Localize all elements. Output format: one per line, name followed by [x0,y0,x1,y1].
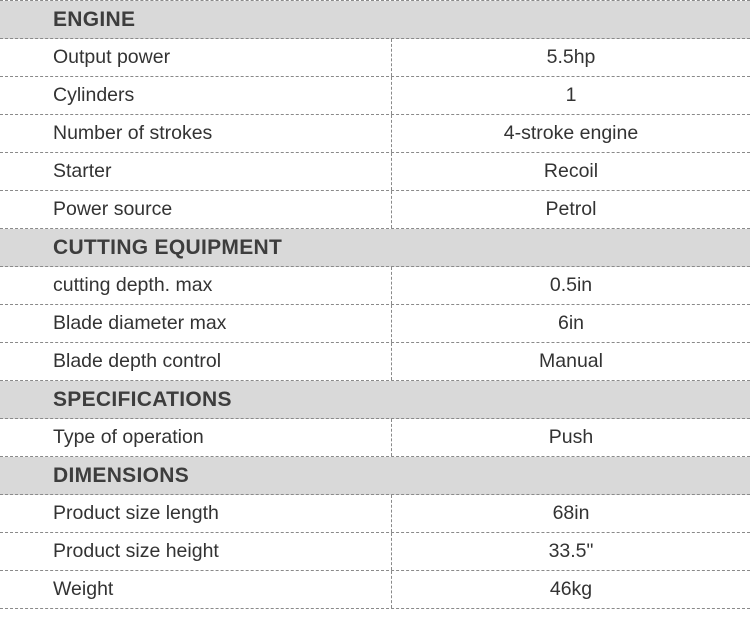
row-value: Recoil [543,160,599,182]
row-label: Blade depth control [0,343,392,380]
section-title: SPECIFICATIONS [53,387,232,411]
section-title: ENGINE [53,7,136,31]
row-value: 33.5" [548,540,594,562]
section-header-specifications [0,381,750,419]
row-label: Starter [0,153,392,190]
table-row [0,153,750,191]
table-row [0,571,750,609]
table-row [0,39,750,77]
row-value: Push [548,426,594,448]
row-value: Manual [539,350,603,372]
section-header-cutting-equipment [0,229,750,267]
row-label: Weight [0,571,392,608]
row-label: Output power [0,39,392,76]
row-label: cutting depth. max [0,267,392,304]
row-value: 4-stroke engine [503,122,639,144]
table-row [0,343,750,381]
row-label: Product size height [0,533,392,570]
table-row [0,191,750,229]
row-value: 5.5hp [546,46,596,68]
table-row [0,77,750,115]
row-label: Type of operation [0,419,392,456]
row-label: Power source [0,191,392,228]
row-value: 46kg [549,578,593,600]
row-label: Cylinders [0,77,392,114]
table-row [0,533,750,571]
table-row [0,419,750,457]
section-title: DIMENSIONS [53,463,190,487]
table-row [0,267,750,305]
section-title: CUTTING EQUIPMENT [53,235,283,259]
row-value: 68in [552,502,590,524]
row-value: 6in [557,312,585,334]
row-value: Petrol [545,198,597,220]
row-value: 1 [565,84,577,106]
table-row [0,305,750,343]
row-label: Number of strokes [0,115,392,152]
section-header-dimensions [0,457,750,495]
section-header-engine [0,1,750,39]
table-row [0,495,750,533]
row-label: Product size length [0,495,392,532]
row-label: Blade diameter max [0,305,392,342]
table-row [0,115,750,153]
row-value: 0.5in [549,274,593,296]
